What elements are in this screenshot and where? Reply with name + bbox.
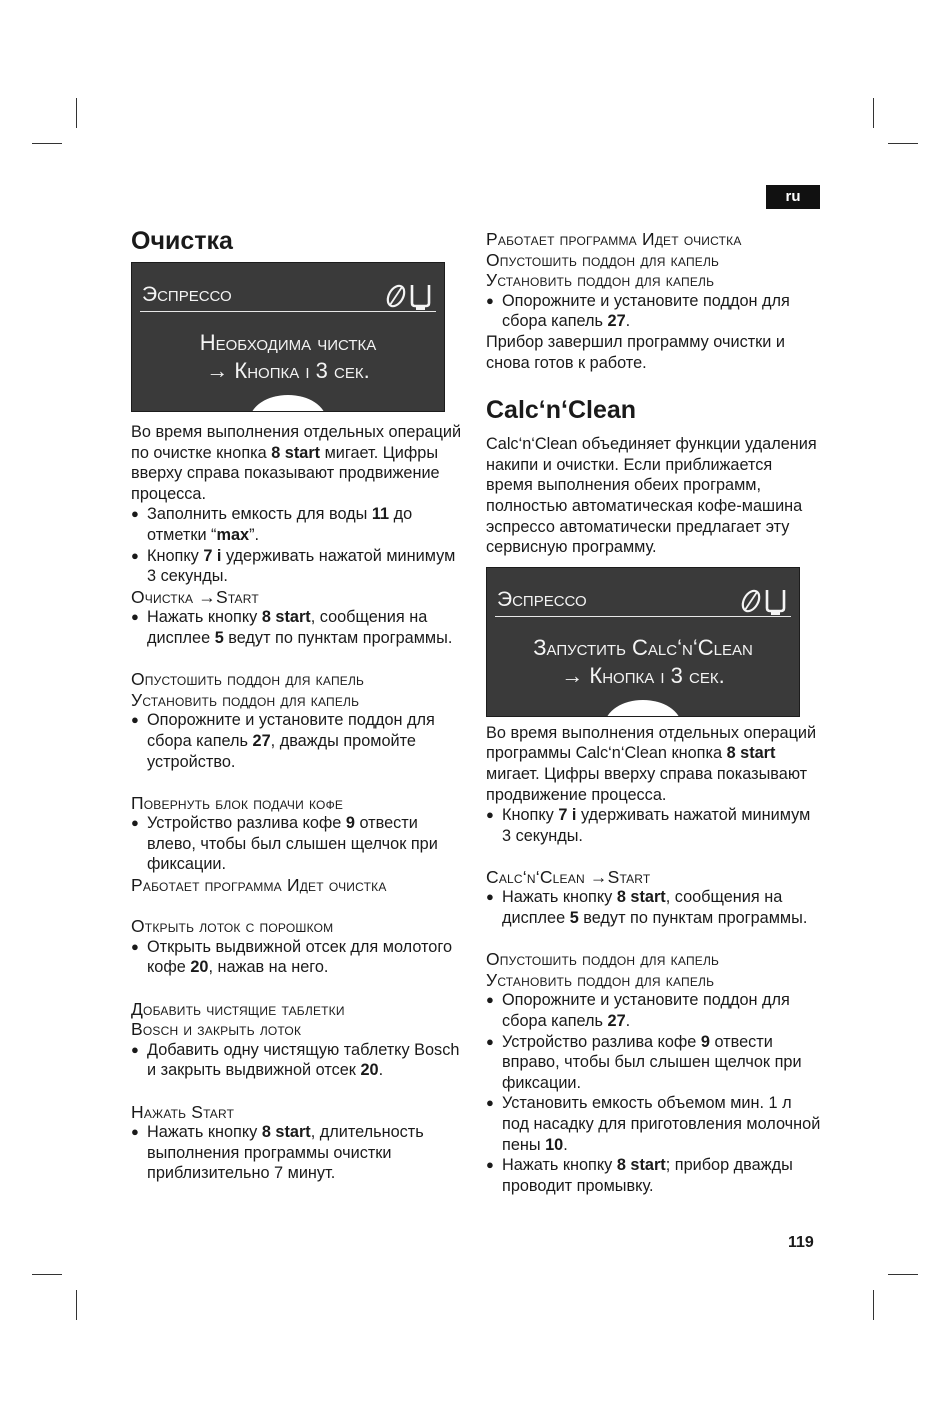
calcnclean-intro: Calc‘n‘Clean объединяет функции удаления накипи и очистки. Если приближается время выполнения обеих программ, полностью автоматическая кофе-машина эспрессо автоматически предлагает эту сервисную программу. xyxy=(486,435,817,557)
list-item: ● Заполнить емкость для воды 11 до отметки “max”. xyxy=(131,504,466,545)
list-item: ● Установить емкость объемом мин. 1 л под насадку для приготовления молочной пены 10. xyxy=(486,1093,821,1155)
list-item: ● Нажать кнопку 8 start, длительность выполнения программы очистки приблизительно 7 минут. xyxy=(131,1122,466,1184)
display-message-line2: → Кнопка i 3 сек. xyxy=(206,358,370,383)
display-message-line2: → Кнопка i 3 сек. xyxy=(561,662,725,688)
step-heading: Опустошить поддон для капель xyxy=(131,669,365,690)
step-heading: Calc‘n‘Clean →Start xyxy=(486,866,651,887)
display-message-line1: Запустить Calc‘n‘Clean xyxy=(533,634,753,660)
step-heading: Нажать Start xyxy=(131,1101,235,1122)
display-panel xyxy=(486,567,800,717)
step-heading: Опустошить поддон для капель xyxy=(486,249,720,270)
step-heading: Очистка →Start xyxy=(131,586,259,607)
crop-mark xyxy=(873,1290,874,1320)
list-item: ● Устройство разлива кофе 9 отвести вправо, чтобы был слышен щелчок при фиксации. xyxy=(486,1032,821,1094)
step-heading: Работает программа Идет очистка xyxy=(131,875,387,896)
calcnclean-progress-paragraph: Во время выполнения отдельных операций программы Calc‘n‘Clean кнопка 8 start мигает. Цифры вверху справа показывают продвижение процесса. xyxy=(486,723,817,804)
section-title-calcnclean: Calc‘n‘Clean xyxy=(486,396,637,425)
display-panel xyxy=(131,262,445,412)
list-item: ● Кнопку 7 i удерживать нажатой минимум 3 секунды. xyxy=(486,805,821,846)
crop-mark xyxy=(76,1290,77,1320)
crop-mark xyxy=(32,1274,62,1275)
step-heading: Bosch и закрыть лоток xyxy=(131,1019,302,1040)
list-item: ● Нажать кнопку 8 start, сообщения на дисплее 5 ведут по пунктам программы. xyxy=(486,887,821,928)
step-heading: Работает программа Идет очистка xyxy=(486,229,742,249)
list-item: ● Устройство разлива кофе 9 отвести влево, чтобы был слышен щелчок при фиксации. xyxy=(131,813,466,875)
list-item: ● Нажать кнопку 8 start; прибор дважды проводит промывку. xyxy=(486,1155,821,1196)
step-heading: Открыть лоток с порошком xyxy=(131,916,334,937)
crop-mark xyxy=(873,98,874,128)
crop-mark xyxy=(888,1274,918,1275)
step-heading: Установить поддон для капель xyxy=(486,969,715,990)
list-item: ● Кнопку 7 i удерживать нажатой минимум 3 секунды. xyxy=(131,546,466,587)
display-message-line1: Необходима чистка xyxy=(199,330,377,355)
right-column xyxy=(486,229,821,1196)
language-tab: ru xyxy=(766,185,820,209)
page-number: 119 xyxy=(788,1234,814,1251)
display-message xyxy=(132,329,444,385)
bean-cup-icon xyxy=(382,281,434,311)
list-item: ● Открыть выдвижной отсек для молотого кофе 20, нажав на него. xyxy=(131,937,466,978)
display-notch xyxy=(605,700,681,717)
crop-mark xyxy=(888,143,918,144)
list-item: ● Нажать кнопку 8 start, сообщения на дисплее 5 ведут по пунктам программы. xyxy=(131,607,466,648)
list-item: ● Опорожните и установите поддон для сбора капель 27, дважды промойте устройство. xyxy=(131,710,466,772)
step-heading: Опустошить поддон для капель xyxy=(486,949,720,970)
display-notch xyxy=(250,395,326,412)
list-item: ● Опорожните и установите поддон для сбора капель 27. xyxy=(486,990,821,1031)
step-heading: Установить поддон для капель xyxy=(131,689,360,710)
display-message xyxy=(487,634,799,690)
crop-mark xyxy=(32,143,62,144)
crop-mark xyxy=(76,98,77,128)
left-column xyxy=(131,226,466,1184)
bean-cup-icon xyxy=(737,586,789,616)
list-item: ● Опорожните и установите поддон для сбора капель 27. xyxy=(486,291,821,332)
intro-paragraph: Во время выполнения отдельных операций по очистке кнопка 8 start мигает. Цифры вверху справа показывают продвижение процесса. xyxy=(131,423,462,503)
step-heading: Добавить чистящие таблетки xyxy=(131,998,345,1019)
step-heading: Повернуть блок подачи кофе xyxy=(131,792,344,813)
display-header xyxy=(140,283,436,312)
section-title-cleaning: Очистка xyxy=(131,227,233,255)
list-item: ● Добавить одну чистящую таблетку Bosch и закрыть выдвижной отсек 20. xyxy=(131,1040,466,1081)
display-product-name: Эспрессо xyxy=(497,587,587,611)
step-heading: Установить поддон для капель xyxy=(486,270,715,291)
display-header xyxy=(495,588,791,617)
display-product-name: Эспрессо xyxy=(142,283,232,306)
completion-paragraph: Прибор завершил программу очистки и снова готов к работе. xyxy=(486,332,786,372)
